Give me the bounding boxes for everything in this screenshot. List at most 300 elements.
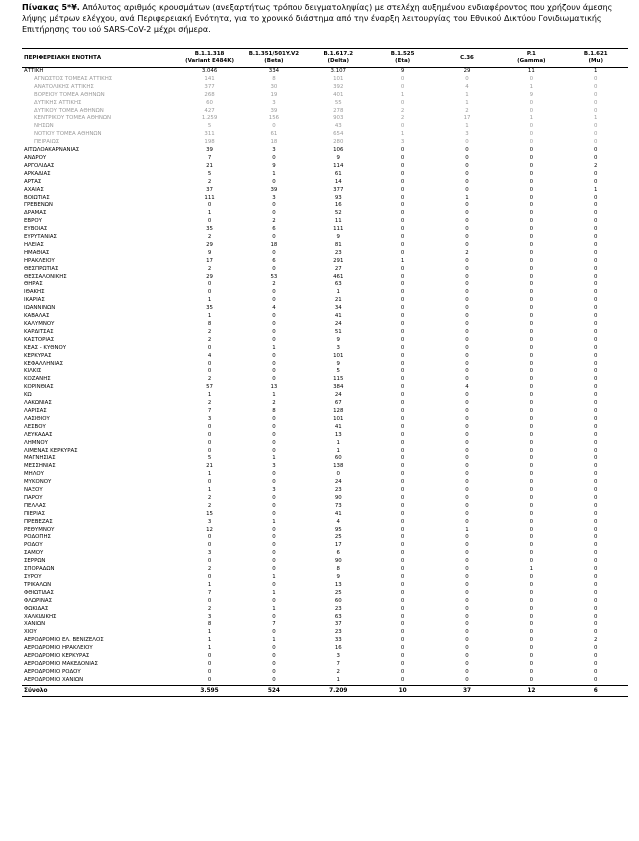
table-subrow xyxy=(22,108,628,116)
count-cell-b1621: 0 xyxy=(594,502,598,509)
count-cell-b16172: 401 xyxy=(333,91,344,98)
count-cell-b1351: 4 xyxy=(272,305,276,312)
count-cell-b1621: 0 xyxy=(594,210,598,217)
table-row xyxy=(22,384,628,392)
count-cell-c36: 0 xyxy=(465,597,469,604)
count-cell-b1621: 0 xyxy=(594,202,598,209)
count-cell-b11318: 0 xyxy=(207,202,212,209)
count-cell-p1: 0 xyxy=(529,281,534,288)
count-cell-b1351: 3 xyxy=(272,463,276,470)
region-name-cell: ΑΕΡΟΔΡΟΜΙΟ ΧΑΝΙΩΝ xyxy=(24,676,84,683)
count-cell-p1: 0 xyxy=(529,431,534,438)
count-cell-b1621: 2 xyxy=(594,637,598,644)
column-header-line: (Variant E484K) xyxy=(185,58,235,64)
count-cell-b11318: 0 xyxy=(207,439,212,446)
count-cell-b1525: 0 xyxy=(400,463,405,470)
count-cell-b1621: 0 xyxy=(594,423,598,430)
count-cell-b1621: 0 xyxy=(594,510,598,517)
count-cell-b16172: 9 xyxy=(336,360,340,367)
count-cell-b1351: 0 xyxy=(272,336,276,343)
count-cell-p1: 0 xyxy=(529,376,534,383)
count-cell-b16172: 101 xyxy=(333,75,344,82)
region-name-cell: ΝΑΞΟΥ xyxy=(24,487,43,494)
count-cell-b16172: 67 xyxy=(334,400,342,407)
count-cell-b1351: 1 xyxy=(272,605,276,612)
count-cell-c36: 0 xyxy=(465,653,469,660)
count-cell-b1351: 0 xyxy=(272,645,276,652)
count-cell-b1621: 0 xyxy=(594,550,598,557)
count-cell-b11318: 2 xyxy=(207,234,212,241)
count-cell-b16172: 13 xyxy=(334,581,342,588)
count-cell-b1621: 0 xyxy=(594,376,598,383)
count-cell-b11318: 5 xyxy=(207,123,212,130)
count-cell-b1525: 0 xyxy=(400,186,405,193)
region-name-cell: ΕΥΒΟΙΑΣ xyxy=(24,226,48,233)
count-cell-c36: 0 xyxy=(465,321,469,327)
count-cell-b1621: 0 xyxy=(594,494,598,501)
count-cell-b1351: 0 xyxy=(272,431,276,438)
count-cell-b1351: 3 xyxy=(272,147,276,154)
count-cell-b1525: 0 xyxy=(400,621,405,628)
count-cell-p1: 0 xyxy=(529,423,534,430)
region-name-cell: ΝΗΣΩΝ xyxy=(34,123,54,130)
count-cell-p1: 0 xyxy=(529,170,534,177)
count-cell-b1351: 39 xyxy=(270,107,278,114)
count-cell-p1: 0 xyxy=(529,107,534,114)
count-cell-b16172: 9 xyxy=(336,154,340,161)
count-cell-b11318: 39 xyxy=(206,147,213,154)
count-cell-b11318: 141 xyxy=(204,75,215,82)
region-name-cell: ΑΕΡΟΔΡΟΜΙΟ ΡΟΔΟΥ xyxy=(24,668,81,675)
count-cell-b1525: 0 xyxy=(400,455,405,462)
count-cell-c36: 0 xyxy=(465,162,469,169)
column-header-b1351 xyxy=(242,49,306,68)
count-cell-p1: 0 xyxy=(529,407,534,414)
count-cell-b16172: 3 xyxy=(336,344,340,351)
count-cell-p1: 0 xyxy=(529,392,534,399)
count-cell-c36: 0 xyxy=(465,360,469,367)
table-body xyxy=(22,68,628,686)
region-name-cell: ΛΕΥΚΑΔΑΣ xyxy=(24,431,53,438)
count-cell-c36: 0 xyxy=(465,336,469,343)
count-cell-c36: 1 xyxy=(465,123,469,130)
count-cell-p1: 0 xyxy=(529,368,534,375)
count-cell-c36: 4 xyxy=(465,83,469,90)
count-cell-b16172: 27 xyxy=(334,265,342,272)
count-cell-c36: 0 xyxy=(465,139,469,146)
count-cell-b1351: 6 xyxy=(272,257,276,264)
count-cell-p1: 0 xyxy=(529,526,534,533)
count-cell-b1621: 0 xyxy=(594,566,598,573)
column-header-line: ΠΕΡΙΦΕΡΕΙΑΚΗ ΕΝΟΤΗΤΑ xyxy=(24,54,102,61)
region-name-cell: ΑΧΑΪΑΣ xyxy=(24,186,44,193)
count-cell-c36: 0 xyxy=(465,289,469,296)
table-row xyxy=(22,527,628,535)
count-cell-b1525: 0 xyxy=(400,566,405,573)
count-cell-b1351: 18 xyxy=(270,139,278,146)
count-cell-b11318: 2 xyxy=(207,400,212,407)
count-cell-p1: 0 xyxy=(529,558,534,565)
column-header-b11318 xyxy=(177,49,241,68)
total-cell-b1621: 6 xyxy=(593,687,598,694)
count-cell-b1351: 2 xyxy=(272,281,276,288)
count-cell-b1621: 0 xyxy=(594,226,598,233)
table-row xyxy=(22,329,628,337)
count-cell-b16172: 55 xyxy=(334,99,342,106)
count-cell-p1: 0 xyxy=(529,186,534,193)
count-cell-b1621: 0 xyxy=(594,328,598,335)
count-cell-b11318: 377 xyxy=(204,83,215,90)
column-header-line: B.1.525 xyxy=(390,51,415,57)
count-cell-b1621: 0 xyxy=(594,91,598,98)
region-name-cell: ΛΙΜΕΝΑΣ ΚΕΡΚΥΡΑΣ xyxy=(24,447,78,454)
count-cell-b16172: 73 xyxy=(334,502,342,509)
table-header xyxy=(22,49,628,68)
table-subrow xyxy=(22,115,628,123)
region-name-cell: ΝΟΤΙΟΥ ΤΟΜΕΑ ΑΘΗΝΩΝ xyxy=(34,131,102,138)
count-cell-b1621: 0 xyxy=(594,281,598,288)
count-cell-b1351: 7 xyxy=(272,621,276,628)
count-cell-b11318: 35 xyxy=(206,226,213,233)
count-cell-b16172: 114 xyxy=(333,162,344,169)
count-cell-c36: 0 xyxy=(465,281,469,288)
count-cell-b1621: 2 xyxy=(594,162,598,169)
count-cell-c36: 0 xyxy=(465,589,469,596)
table-subrow xyxy=(22,123,628,131)
count-cell-b1621: 0 xyxy=(594,123,598,130)
count-cell-b1621: 0 xyxy=(594,526,598,533)
count-cell-b16172: 101 xyxy=(333,415,344,422)
count-cell-b11318: 7 xyxy=(207,589,212,596)
count-cell-b16172: 23 xyxy=(334,487,342,494)
total-row xyxy=(22,685,628,696)
count-cell-c36: 0 xyxy=(465,170,469,177)
table-row xyxy=(22,274,628,282)
count-cell-b1525: 0 xyxy=(400,407,405,414)
count-cell-b1525: 0 xyxy=(400,660,405,667)
count-cell-b16172: 111 xyxy=(333,226,344,233)
region-name-cell: ΑΝΑΤΟΛΙΚΗΣ ΑΤΤΙΚΗΣ xyxy=(34,83,94,90)
region-name-cell: ΠΙΕΡΙΑΣ xyxy=(24,510,45,517)
region-name-cell: ΑΕΡΟΔΡΟΜΙΟ ΚΕΡΚΥΡΑΣ xyxy=(24,653,90,660)
count-cell-b1621: 0 xyxy=(594,265,598,272)
count-cell-p1: 0 xyxy=(529,455,534,462)
count-cell-b16172: 1 xyxy=(336,289,340,296)
count-cell-c36: 0 xyxy=(465,234,469,241)
count-cell-b1351: 8 xyxy=(272,407,276,414)
count-cell-b16172: 95 xyxy=(334,526,342,533)
count-cell-b16172: 280 xyxy=(333,139,344,146)
count-cell-b11318: 0 xyxy=(207,542,212,549)
count-cell-b1621: 0 xyxy=(594,178,598,185)
table-row xyxy=(22,226,628,234)
region-name-cell: ΚΟΖΑΝΗΣ xyxy=(24,376,51,383)
count-cell-p1: 0 xyxy=(529,154,534,161)
count-cell-c36: 0 xyxy=(465,463,469,470)
count-cell-b1621: 0 xyxy=(594,249,598,256)
count-cell-b1621: 0 xyxy=(594,534,598,541)
region-name-cell: ΑΕΡΟΔΡΟΜΙΟ ΗΡΑΚΛΕΙΟΥ xyxy=(24,645,93,652)
table-row xyxy=(22,416,628,424)
count-cell-c36: 0 xyxy=(465,147,469,154)
table-row xyxy=(22,574,628,582)
count-cell-c36: 0 xyxy=(465,534,469,541)
count-cell-b1351: 8 xyxy=(272,75,276,82)
count-cell-c36: 0 xyxy=(465,502,469,509)
count-cell-b1351: 0 xyxy=(272,597,276,604)
count-cell-b11318: 1 xyxy=(207,645,212,652)
count-cell-b1621: 0 xyxy=(594,289,598,296)
count-cell-b1525: 0 xyxy=(400,605,405,612)
count-cell-b1351: 0 xyxy=(272,202,276,209)
count-cell-b16172: 1 xyxy=(336,447,340,454)
count-cell-b16172: 7 xyxy=(336,660,340,667)
count-cell-b1621: 0 xyxy=(594,99,598,106)
count-cell-b1621: 0 xyxy=(594,629,598,636)
region-name-cell: ΜΥΚΟΝΟΥ xyxy=(24,479,52,486)
count-cell-b16172: 41 xyxy=(334,313,342,320)
count-cell-b11318: 9 xyxy=(207,249,212,256)
column-header-line: B.1.621 xyxy=(583,51,608,57)
count-cell-p1: 0 xyxy=(529,234,534,241)
count-cell-b11318: 311 xyxy=(204,131,215,138)
region-name-cell: ΚΕΡΚΥΡΑΣ xyxy=(24,352,52,359)
count-cell-p1: 0 xyxy=(529,574,534,580)
count-cell-b16172: 23 xyxy=(334,629,342,636)
count-cell-b1525: 0 xyxy=(400,360,405,367)
table-row xyxy=(22,368,628,376)
count-cell-b1525: 0 xyxy=(400,392,405,399)
count-cell-b1621: 0 xyxy=(594,273,598,280)
count-cell-p1: 0 xyxy=(529,534,534,541)
count-cell-c36: 0 xyxy=(465,313,469,320)
count-cell-b1351: 0 xyxy=(272,566,276,573)
count-cell-c36: 0 xyxy=(465,605,469,612)
count-cell-b1351: 3 xyxy=(272,99,276,106)
count-cell-b16172: 654 xyxy=(333,131,344,138)
count-cell-b1621: 1 xyxy=(594,68,598,74)
count-cell-b1525: 0 xyxy=(400,218,405,225)
count-cell-b1621: 0 xyxy=(594,400,598,407)
table-row xyxy=(22,511,628,519)
count-cell-b16172: 60 xyxy=(334,597,342,604)
count-cell-b1525: 2 xyxy=(400,115,405,122)
count-cell-b16172: 16 xyxy=(334,202,342,209)
region-name-cell: ΛΑΚΩΝΙΑΣ xyxy=(24,400,52,407)
count-cell-c36: 0 xyxy=(465,479,469,486)
table-row xyxy=(22,669,628,677)
count-cell-b1621: 0 xyxy=(594,645,598,652)
count-cell-p1: 0 xyxy=(529,226,534,233)
count-cell-b1525: 3 xyxy=(400,139,405,146)
count-cell-b1351: 0 xyxy=(272,534,276,541)
count-cell-b1525: 0 xyxy=(400,328,405,335)
count-cell-b1351: 0 xyxy=(272,581,276,588)
count-cell-p1: 0 xyxy=(529,494,534,501)
count-cell-b1351: 3 xyxy=(272,194,276,201)
count-cell-p1: 0 xyxy=(529,360,534,367)
count-cell-b1351: 0 xyxy=(272,328,276,335)
column-header-line: C.36 xyxy=(460,54,474,61)
region-name-cell: ΦΘΙΩΤΙΔΑΣ xyxy=(24,589,54,596)
count-cell-c36: 2 xyxy=(465,107,469,114)
count-cell-b1621: 0 xyxy=(594,131,598,138)
region-name-cell: ΑΡΚΑΔΙΑΣ xyxy=(24,170,51,177)
count-cell-p1: 0 xyxy=(529,605,534,612)
region-name-cell: ΧΑΛΚΙΔΙΚΗΣ xyxy=(24,613,57,620)
count-cell-b11318: 37 xyxy=(206,186,213,193)
region-name-cell: ΚΑΛΥΜΝΟΥ xyxy=(24,321,55,327)
count-cell-c36: 0 xyxy=(465,487,469,494)
count-cell-b16172: 1 xyxy=(336,439,340,446)
total-cell-b1525: 10 xyxy=(398,687,407,694)
region-name-cell: ΦΩΚΙΔΑΣ xyxy=(24,605,49,612)
count-cell-b1525: 0 xyxy=(400,123,405,130)
count-cell-b16172: 14 xyxy=(334,178,342,185)
count-cell-b1351: 0 xyxy=(272,629,276,636)
count-cell-p1: 0 xyxy=(529,676,534,683)
count-cell-b1621: 0 xyxy=(594,352,598,359)
count-cell-b16172: 24 xyxy=(334,479,342,486)
count-cell-b16172: 128 xyxy=(333,407,344,414)
region-name-cell: ΔΥΤΙΚΗΣ ΑΤΤΙΚΗΣ xyxy=(34,99,82,106)
count-cell-c36: 0 xyxy=(465,660,469,667)
count-cell-b16172: 81 xyxy=(334,241,342,248)
count-cell-b1351: 0 xyxy=(272,676,276,683)
count-cell-p1: 0 xyxy=(529,162,534,169)
count-cell-b11318: 2 xyxy=(207,328,212,335)
count-cell-b1621: 0 xyxy=(594,297,598,304)
count-cell-b11318: 111 xyxy=(204,194,215,201)
count-cell-b11318: 1 xyxy=(207,313,212,320)
count-cell-b1525: 0 xyxy=(400,629,405,636)
table-row xyxy=(22,258,628,266)
region-name-cell: ΚΟΡΙΝΘΙΑΣ xyxy=(24,384,54,391)
caption-label: Πίνακας 5*¥. xyxy=(22,3,80,12)
count-cell-b1621: 0 xyxy=(594,257,598,264)
table-row xyxy=(22,487,628,495)
count-cell-b1351: 0 xyxy=(272,542,276,549)
count-cell-b1621: 0 xyxy=(594,653,598,660)
count-cell-b11318: 268 xyxy=(204,91,215,98)
table-row xyxy=(22,242,628,250)
table-row xyxy=(22,187,628,195)
count-cell-p1: 0 xyxy=(529,621,534,628)
count-cell-b11318: 3.046 xyxy=(201,68,218,74)
count-cell-c36: 0 xyxy=(465,629,469,636)
count-cell-b16172: 461 xyxy=(333,273,344,280)
region-name-cell: ΓΡΕΒΕΝΩΝ xyxy=(24,202,53,209)
region-name-cell: ΑΤΤΙΚΗ xyxy=(24,68,44,74)
total-cell-b16172: 7.209 xyxy=(329,687,348,694)
region-name-cell: ΠΑΡΟΥ xyxy=(24,494,43,501)
count-cell-b16172: 23 xyxy=(334,249,342,256)
count-cell-b1351: 1 xyxy=(272,455,276,462)
count-cell-b1351: 0 xyxy=(272,471,276,478)
count-cell-b11318: 1 xyxy=(207,581,212,588)
count-cell-c36: 0 xyxy=(465,676,469,683)
region-name-cell: ΑΕΡΟΔΡΟΜΙΟ ΕΛ. ΒΕΝΙΖΕΛΟΣ xyxy=(24,637,104,644)
count-cell-b1525: 0 xyxy=(400,510,405,517)
column-header-line: P.1 xyxy=(526,51,536,57)
region-name-cell: ΑΡΓΟΛΙΔΑΣ xyxy=(24,162,55,169)
count-cell-b16172: 6 xyxy=(336,550,340,557)
table-row xyxy=(22,621,628,629)
table-row xyxy=(22,542,628,550)
count-cell-c36: 0 xyxy=(465,328,469,335)
count-cell-b1621: 0 xyxy=(594,597,598,604)
region-name-cell: ΒΟΙΩΤΙΑΣ xyxy=(24,194,50,201)
count-cell-b11318: 7 xyxy=(207,407,212,414)
region-name-cell: ΜΑΓΝΗΣΙΑΣ xyxy=(24,455,56,462)
count-cell-b11318: 35 xyxy=(206,305,213,312)
count-cell-b16172: 0 xyxy=(336,471,340,478)
count-cell-b1351: 0 xyxy=(272,360,276,367)
table-row xyxy=(22,432,628,440)
count-cell-b11318: 0 xyxy=(207,668,212,675)
count-cell-b1621: 0 xyxy=(594,344,598,351)
region-name-cell: ΤΡΙΚΑΛΩΝ xyxy=(24,581,52,588)
count-cell-b1621: 0 xyxy=(594,455,598,462)
count-cell-b16172: 24 xyxy=(334,321,342,327)
count-cell-b1525: 0 xyxy=(400,558,405,565)
count-cell-b1525: 0 xyxy=(400,415,405,422)
count-cell-b11318: 0 xyxy=(207,289,212,296)
count-cell-b1525: 0 xyxy=(400,589,405,596)
count-cell-c36: 0 xyxy=(465,613,469,620)
table-row xyxy=(22,534,628,542)
count-cell-b1621: 1 xyxy=(594,186,598,193)
count-cell-b11318: 2 xyxy=(207,336,212,343)
table-row xyxy=(22,163,628,171)
table-row xyxy=(22,629,628,637)
count-cell-b1621: 0 xyxy=(594,613,598,620)
count-cell-b16172: 90 xyxy=(334,558,342,565)
count-cell-p1: 0 xyxy=(529,668,534,675)
count-cell-b1351: 0 xyxy=(272,123,276,130)
count-cell-b11318: 2 xyxy=(207,178,212,185)
region-name-cell: ΙΚΑΡΙΑΣ xyxy=(24,297,45,304)
region-name-cell: ΡΟΔΟΥ xyxy=(24,542,43,549)
count-cell-c36: 1 xyxy=(465,91,469,98)
count-cell-b16172: 21 xyxy=(334,297,342,304)
count-cell-c36: 1 xyxy=(465,526,469,533)
region-name-cell: ΘΕΣΣΑΛΟΝΙΚΗΣ xyxy=(24,273,67,280)
count-cell-b1351: 0 xyxy=(272,613,276,620)
count-cell-b16172: 2 xyxy=(336,668,340,675)
count-cell-b1525: 0 xyxy=(400,226,405,233)
count-cell-b1525: 0 xyxy=(400,336,405,343)
count-cell-b11318: 57 xyxy=(206,384,213,391)
count-cell-b1351: 30 xyxy=(270,83,278,90)
region-name-cell: ΚΕΑΣ - ΚΥΘΝΟΥ xyxy=(24,344,67,351)
count-cell-b1351: 2 xyxy=(272,400,276,407)
count-cell-b1621: 0 xyxy=(594,605,598,612)
count-cell-b1621: 0 xyxy=(594,542,598,549)
count-cell-b1351: 1 xyxy=(272,637,276,644)
region-name-cell: ΚΑΣΤΟΡΙΑΣ xyxy=(24,336,55,343)
count-cell-b1525: 0 xyxy=(400,502,405,509)
count-cell-p1: 0 xyxy=(529,487,534,494)
table-row xyxy=(22,361,628,369)
count-cell-c36: 0 xyxy=(465,494,469,501)
count-cell-b16172: 33 xyxy=(334,637,342,644)
count-cell-p1: 0 xyxy=(529,321,534,327)
region-name-cell: ΑΙΤΩΛΟΑΚΑΡΝΑΝΙΑΣ xyxy=(24,147,80,154)
count-cell-b1621: 0 xyxy=(594,139,598,146)
count-cell-b1351: 6 xyxy=(272,226,276,233)
column-header-c36 xyxy=(435,49,499,68)
